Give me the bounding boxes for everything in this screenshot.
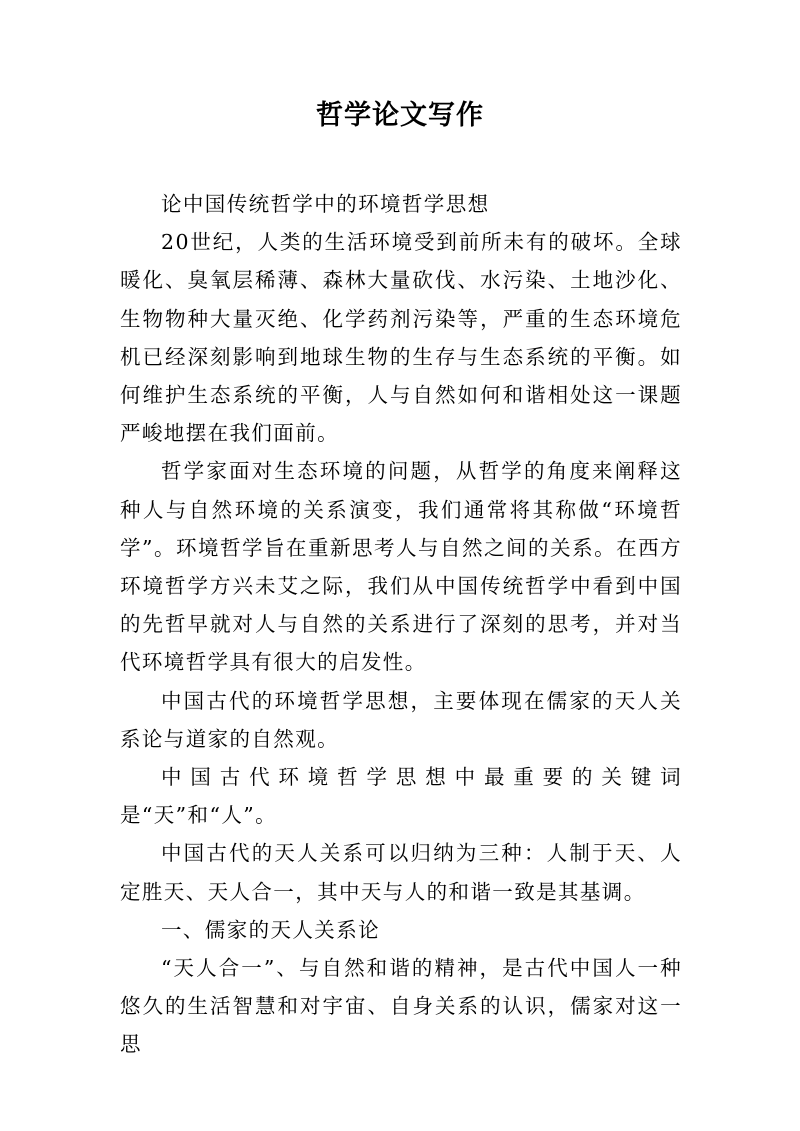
paragraph: 中国古代环境哲学思想中最重要的关键词是“天”和“人”。	[120, 765, 682, 828]
paragraph: “天人合一”、与自然和谐的精神，是古代中国人一种悠久的生活智慧和对宇宙、自身关系的认识，儒家对这一思	[120, 956, 682, 1057]
document-title: 哲学论文写作	[316, 100, 484, 131]
section-heading: 一、儒家的天人关系论	[161, 917, 380, 942]
paragraph: 20世纪，人类的生活环境受到前所未有的破坏。全球暖化、臭氧层稀薄、森林大量砍伐、水污染、土地沙化、生物物种大量灭绝、化学药剂污染等，严重的生态环境危机已经深刻影响到地球生物的生存与生态系统的平衡。如何维护生态系统的平衡，人与自然如何和谐相处这一课题严峻地摆在我们面前。	[120, 230, 682, 446]
paragraph: 中国古代的天人关系可以归纳为三种：人制于天、人定胜天、天人合一，其中天与人的和谐一致是其基调。	[120, 841, 682, 904]
document-body	[120, 185, 682, 1064]
paragraph-subtitle: 论中国传统哲学中的环境哲学思想	[161, 192, 490, 216]
paragraph: 哲学家面对生态环境的问题，从哲学的角度来阐释这种人与自然环境的关系演变，我们通常将其称做“环境哲学”。环境哲学旨在重新思考人与自然之间的关系。在西方环境哲学方兴未艾之际，我们从中国传统哲学中看到中国的先哲早就对人与自然的关系进行了深刻的思考，并对当代环境哲学具有很大的启发性。	[120, 459, 682, 675]
paragraph: 中国古代的环境哲学思想，主要体现在儒家的天人关系论与道家的自然观。	[120, 688, 682, 751]
